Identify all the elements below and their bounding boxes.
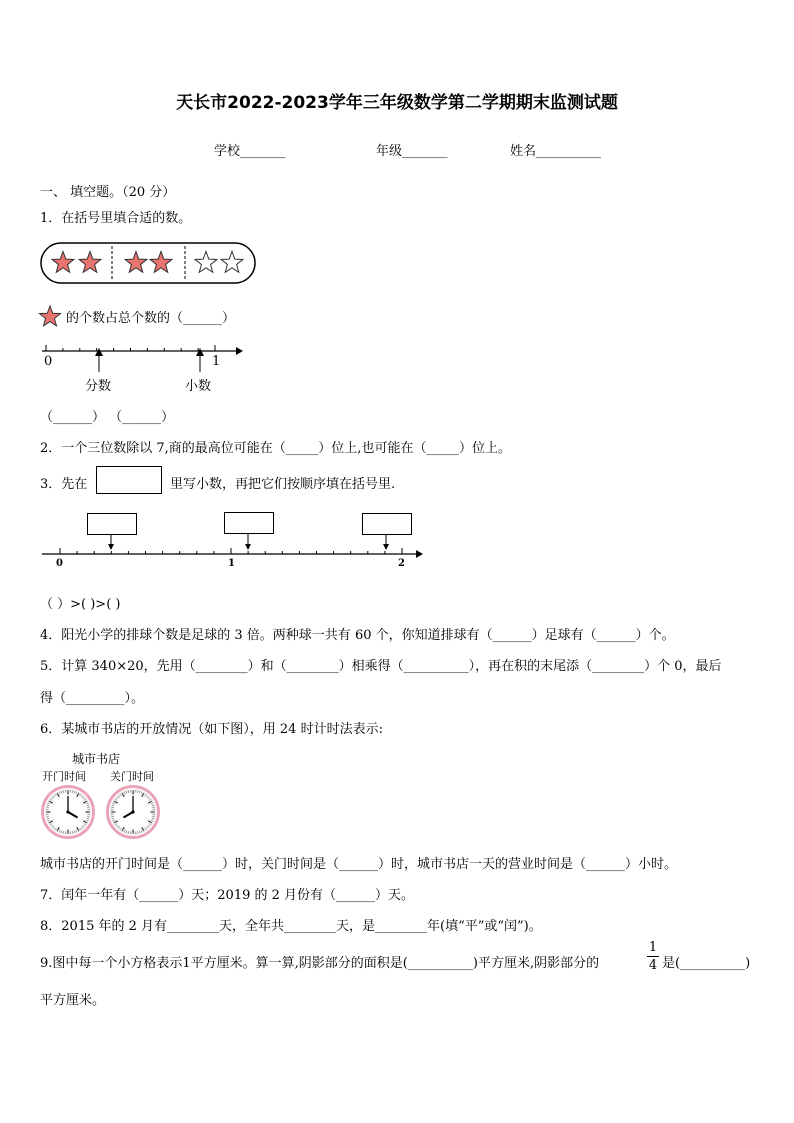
clock-icon bbox=[106, 785, 160, 839]
arrow-up-icon bbox=[94, 348, 104, 372]
star-group-figure bbox=[40, 242, 256, 284]
question-9-part-1: 9.图中每一个小方格表示1平方厘米。算一算,阴影部分的面积是(__________)平方厘米,阴影部分的 bbox=[40, 956, 600, 971]
name-field[interactable]: 姓名__________ bbox=[510, 144, 602, 159]
fraction-numerator: 1 bbox=[648, 940, 658, 955]
star-filled-icon bbox=[79, 252, 101, 273]
open-time-label: 开门时间 bbox=[42, 770, 86, 783]
question-4: 4．阳光小学的排球个数是足球的 3 倍。两种球一共有 60 个，你知道排球有（______）足球有（______）个。 bbox=[40, 628, 675, 643]
star-empty-icon bbox=[195, 252, 217, 273]
decimal-input-box[interactable] bbox=[96, 466, 162, 494]
number-line-2-label-0: 0 bbox=[56, 558, 63, 569]
fraction-denominator: 4 bbox=[648, 958, 658, 973]
question-1-star-stem: 的个数占总个数的（______） bbox=[66, 311, 236, 326]
question-6-answer-line: 城市书店的开门时间是（______）时，关门时间是（______）时，城市书店一天的营业时间是（______）小时。 bbox=[40, 857, 678, 872]
number-line-1-label-0: 0 bbox=[44, 354, 53, 369]
question-9-part-2: 是(__________) bbox=[662, 956, 751, 971]
arrow-up-icon bbox=[195, 348, 205, 372]
star-filled-icon bbox=[125, 252, 147, 273]
question-3-answers[interactable]: （ ）>( )>( ) bbox=[40, 597, 121, 612]
question-8: 8．2015 年的 2 月有________天，全年共________天，是________年(填“平”或“闰”)。 bbox=[40, 919, 542, 934]
question-5-line-1: 5．计算 340×20，先用（________）和（________）相乘得（__________），再在积的末尾添（________）个 0，最后 bbox=[40, 659, 722, 674]
store-name: 城市书店 bbox=[72, 752, 121, 766]
star-filled-icon bbox=[52, 252, 74, 273]
question-3-prefix: 3．先在 bbox=[40, 477, 88, 492]
question-3-suffix: 里写小数，再把它们按顺序填在括号里. bbox=[170, 477, 396, 492]
question-7: 7．闰年一年有（______）天；2019 的 2 月份有（______）天。 bbox=[40, 888, 415, 903]
number-line-2-label-1: 1 bbox=[228, 558, 235, 569]
star-empty-icon bbox=[221, 252, 243, 273]
section-heading: 一、 填空题。（20 分） bbox=[40, 185, 176, 200]
label-decimal: 小数 bbox=[185, 379, 212, 394]
question-9-line-2: 平方厘米。 bbox=[40, 993, 106, 1008]
page-title: 天长市2022-2023学年三年级数学第二学期期末监测试题 bbox=[176, 93, 618, 113]
school-field[interactable]: 学校_______ bbox=[214, 144, 286, 159]
close-time-label: 关门时间 bbox=[110, 770, 154, 783]
label-fraction: 分数 bbox=[85, 379, 112, 394]
grade-field[interactable]: 年级_______ bbox=[376, 144, 448, 159]
star-icon bbox=[38, 304, 62, 328]
star-filled-icon bbox=[150, 252, 172, 273]
question-5-line-2: 得（_________）。 bbox=[40, 691, 145, 706]
question-6: 6．某城市书店的开放情况（如下图），用 24 时计时法表示: bbox=[40, 722, 383, 737]
number-line-2-label-2: 2 bbox=[398, 558, 405, 569]
number-line-1-label-1: 1 bbox=[212, 354, 221, 369]
clock-icon bbox=[41, 785, 95, 839]
fraction-one-quarter bbox=[647, 940, 659, 973]
question-1: 1．在括号里填合适的数。 bbox=[40, 211, 192, 226]
question-1-answers[interactable]: （______） （______） bbox=[40, 410, 175, 425]
star-group-frame bbox=[41, 243, 255, 283]
number-line-2 bbox=[40, 530, 424, 560]
question-2: 2．一个三位数除以 7,商的最高位可能在（_____）位上,也可能在（_____）位上。 bbox=[40, 441, 511, 456]
